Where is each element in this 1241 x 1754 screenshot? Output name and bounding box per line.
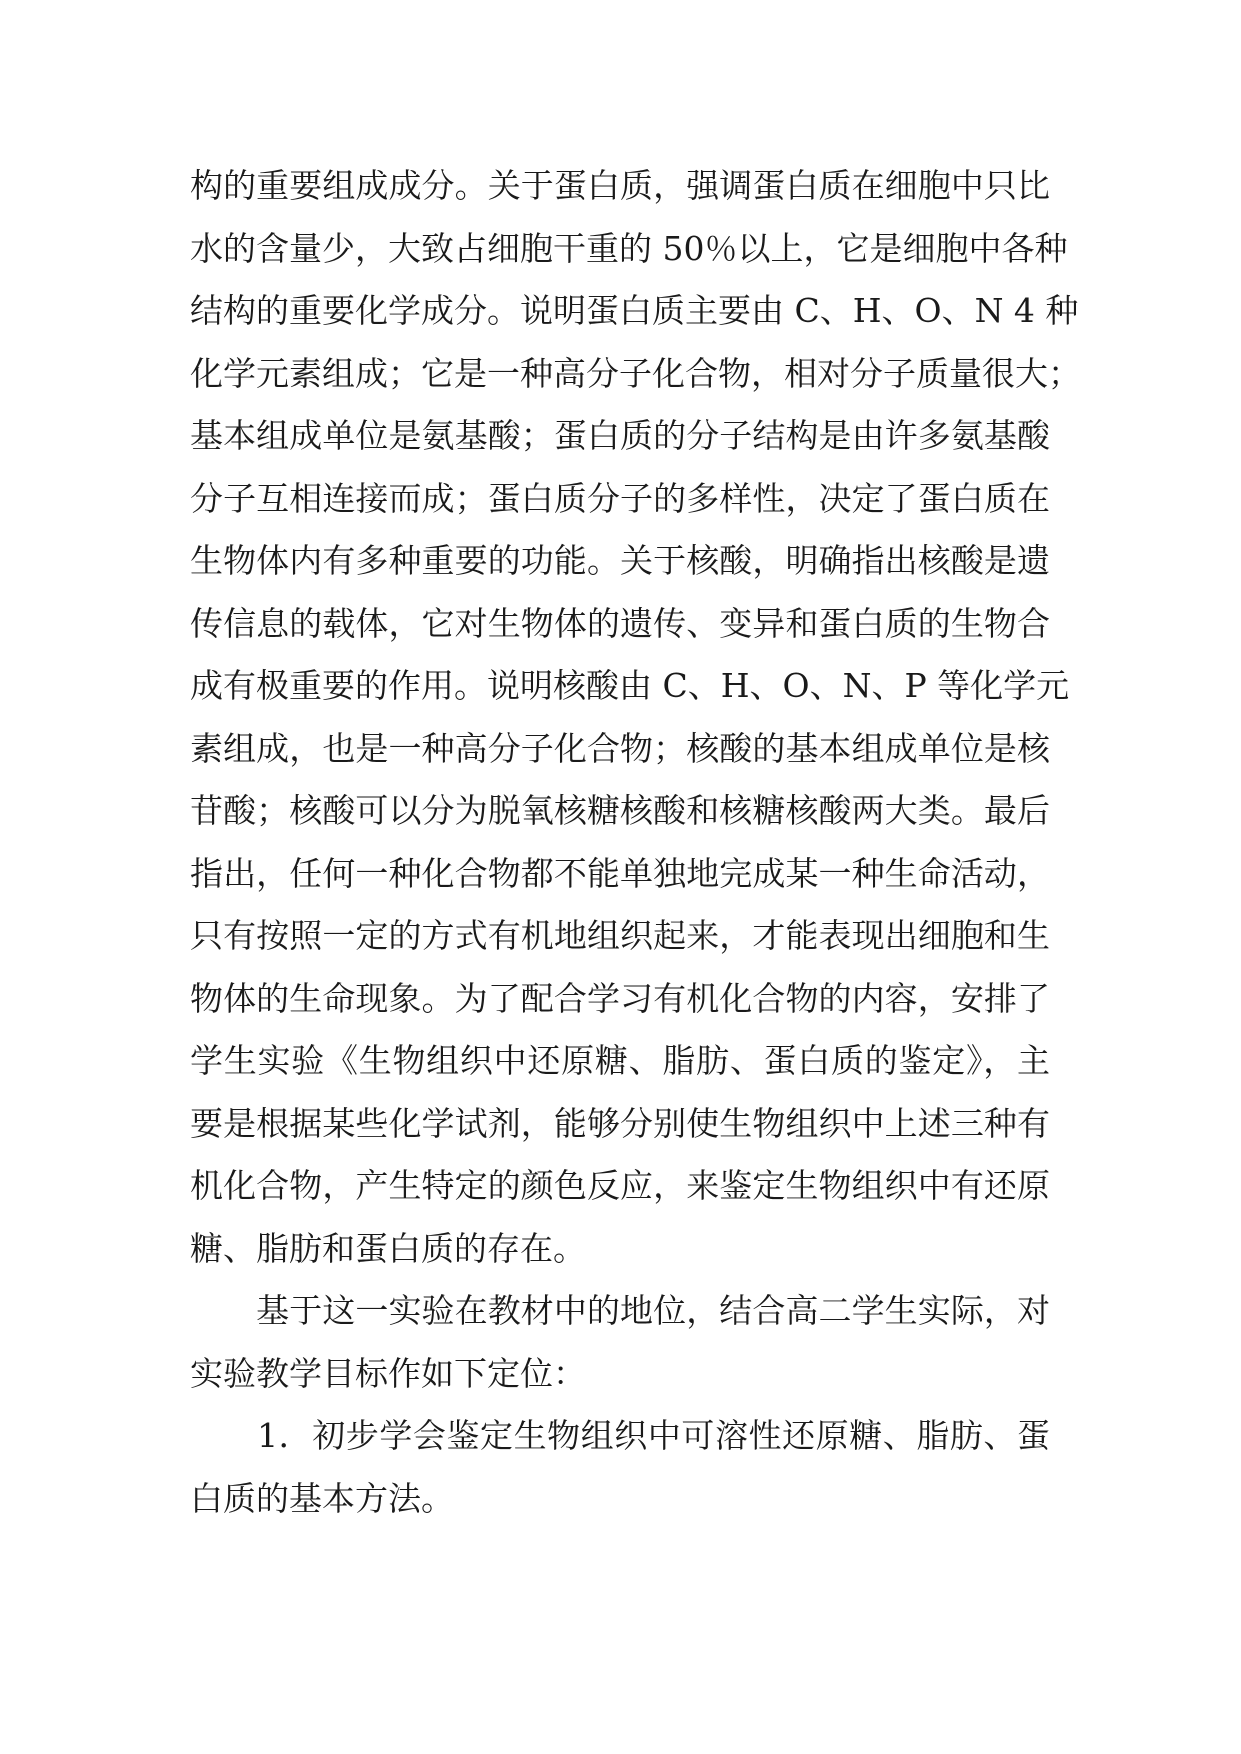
text-line: 分子互相连接而成；蛋白质分子的多样性，决定了蛋白质在 bbox=[190, 478, 1050, 518]
paragraph-teaching-goal-intro bbox=[190, 1280, 1050, 1405]
text-line: 基于这一实验在教材中的地位，结合高二学生实际，对 bbox=[190, 1291, 1050, 1330]
text-line: 生物体内有多种重要的功能。关于核酸，明确指出核酸是遗 bbox=[190, 541, 1050, 580]
text-line: 结构的重要化学成分。说明蛋白质主要由 C、H、O、N 4 种 bbox=[190, 291, 1079, 330]
body-text bbox=[190, 155, 1081, 1530]
text-line: 机化合物，产生特定的颜色反应，来鉴定生物组织中有还原 bbox=[190, 1166, 1050, 1205]
text-line: 化学元素组成；它是一种高分子化合物，相对分子质量很大； bbox=[190, 353, 1081, 393]
text-line: 实验教学目标作如下定位： bbox=[190, 1353, 586, 1393]
text-line: 物体的生命现象。为了配合学习有机化合物的内容，安排了 bbox=[190, 978, 1050, 1018]
text-line: 学生实验《生物组织中还原糖、脂肪、蛋白质的鉴定》，主 bbox=[190, 1041, 1050, 1080]
text-line: 糖、脂肪和蛋白质的存在。 bbox=[190, 1228, 586, 1268]
text-line: 1．初步学会鉴定生物组织中可溶性还原糖、脂肪、蛋 bbox=[190, 1416, 1050, 1455]
text-line: 水的含量少，大致占细胞干重的 50％以上，它是细胞中各种 bbox=[190, 228, 1068, 268]
text-line: 苷酸；核酸可以分为脱氧核糖核酸和核糖核酸两大类。最后 bbox=[190, 791, 1050, 830]
text-line: 白质的基本方法。 bbox=[190, 1478, 454, 1518]
text-line: 素组成，也是一种高分子化合物；核酸的基本组成单位是核 bbox=[190, 728, 1050, 768]
text-line: 只有按照一定的方式有机地组织起来，才能表现出细胞和生 bbox=[190, 916, 1050, 955]
paragraph-goal-item-1 bbox=[190, 1405, 1050, 1530]
text-line: 要是根据某些化学试剂，能够分别使生物组织中上述三种有 bbox=[190, 1103, 1050, 1143]
text-line: 成有极重要的作用。说明核酸由 C、H、O、N、P 等化学元 bbox=[190, 666, 1070, 705]
text-line: 构的重要组成成分。关于蛋白质，强调蛋白质在细胞中只比 bbox=[190, 166, 1050, 205]
text-line: 指出，任何一种化合物都不能单独地完成某一种生命活动， bbox=[190, 853, 1050, 893]
text-line: 基本组成单位是氨基酸；蛋白质的分子结构是由许多氨基酸 bbox=[190, 416, 1050, 455]
text-line: 传信息的载体，它对生物体的遗传、变异和蛋白质的生物合 bbox=[190, 603, 1050, 643]
paragraph-proteins-nucleic-acids bbox=[190, 155, 1081, 1280]
